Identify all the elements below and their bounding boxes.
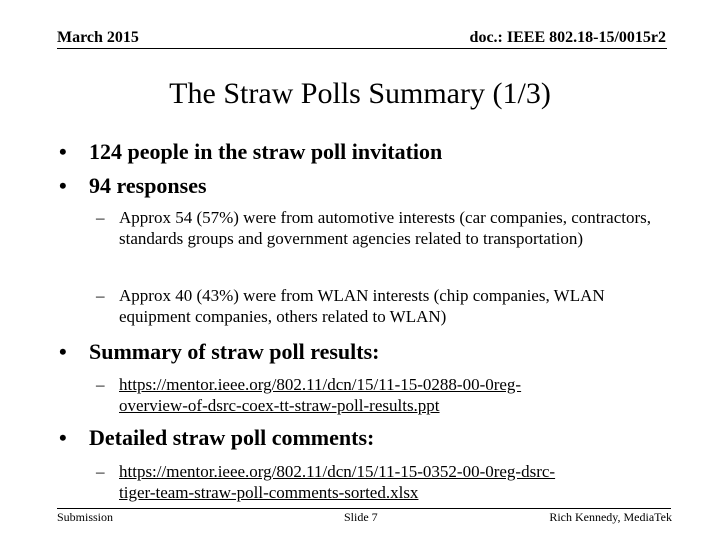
link-line-2[interactable]: tiger-team-straw-poll-comments-sorted.xlsx (119, 483, 419, 502)
footer-submission: Submission (57, 510, 114, 524)
link-line-2[interactable]: overview-of-dsrc-coex-tt-straw-poll-results.ppt (119, 396, 440, 415)
footer-author: Rich Kennedy, MediaTek (549, 510, 672, 524)
header-divider (57, 48, 667, 49)
sub-item-results-link (96, 374, 676, 416)
bullet-invitation-count (59, 139, 442, 165)
straw-poll-comments-link[interactable] (119, 461, 676, 503)
slide-title: The Straw Polls Summary (1/3) (169, 77, 551, 110)
bullet-responses (59, 173, 207, 199)
sub-marker: – (96, 462, 105, 481)
bullet-text: Summary of straw poll results: (89, 339, 380, 364)
straw-poll-results-link[interactable] (119, 374, 676, 416)
bullet-summary-results (59, 339, 379, 365)
sub-text: Approx 40 (43%) were from WLAN interests (chip companies, WLAN equipment companies, others related to WLAN) (119, 286, 605, 326)
sub-item-wlan (96, 285, 676, 327)
bullet-marker: • (59, 425, 67, 450)
bullet-text: Detailed straw poll comments: (89, 425, 375, 450)
link-line-1[interactable]: https://mentor.ieee.org/802.11/dcn/15/11-15-0288-00-0reg- (119, 375, 522, 394)
bullet-text: 124 people in the straw poll invitation (89, 139, 443, 164)
sub-marker: – (96, 208, 105, 227)
bullet-marker: • (59, 173, 67, 198)
sub-item-automotive (96, 207, 676, 249)
sub-text: Approx 54 (57%) were from automotive interests (car companies, contractors, standards groups and government agencies related to transportation) (119, 208, 652, 248)
sub-marker: – (96, 286, 105, 305)
bullet-detailed-comments (59, 425, 374, 451)
header-doc-number: doc.: IEEE 802.18-15/0015r2 (469, 29, 666, 46)
bullet-text: 94 responses (89, 173, 207, 198)
header-date: March 2015 (57, 29, 139, 46)
bullet-marker: • (59, 139, 67, 164)
sub-marker: – (96, 375, 105, 394)
footer-slide-number: Slide 7 (344, 510, 378, 524)
footer-divider (57, 508, 671, 509)
sub-item-comments-link (96, 461, 676, 503)
link-line-1[interactable]: https://mentor.ieee.org/802.11/dcn/15/11-15-0352-00-0reg-dsrc- (119, 462, 556, 481)
bullet-marker: • (59, 339, 67, 364)
